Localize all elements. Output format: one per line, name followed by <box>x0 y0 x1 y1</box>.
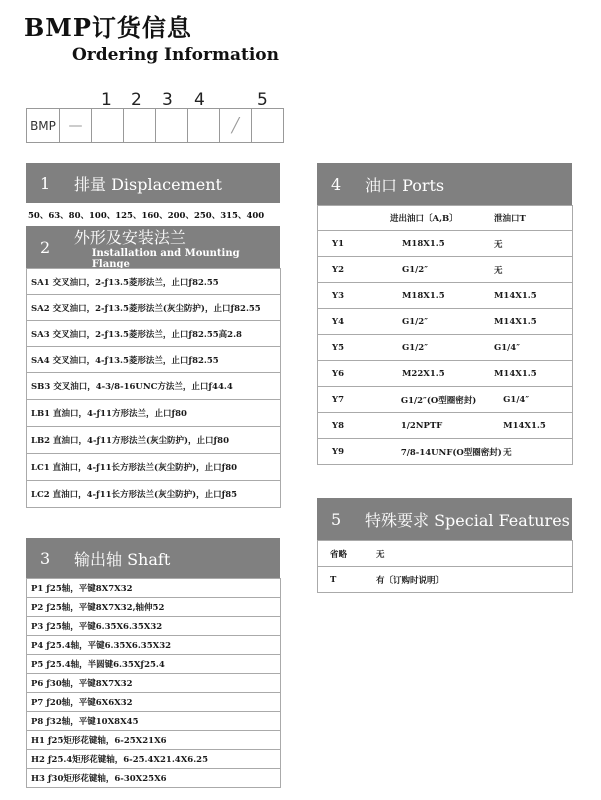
code-position-5: 5 <box>257 90 268 110</box>
list-item: H3 ƒ30矩形花键轴，6-30X25X6 <box>31 774 167 784</box>
table-row <box>318 283 572 309</box>
list-item: P2 ƒ25轴，平键8X7X32,轴伸52 <box>27 598 280 617</box>
code-cell-4 <box>188 108 220 143</box>
port-ab: 1/2NPTF <box>400 420 443 431</box>
list-item: P7 ƒ20轴，平键6X6X32 <box>27 693 280 712</box>
port-ab: G1/2″ <box>402 264 428 275</box>
section-subtitle: Installation and Mounting Flange <box>91 247 240 270</box>
code-position-2: 2 <box>131 90 142 110</box>
ports-table <box>317 205 573 465</box>
list-item: P3 ƒ25轴，平键6.35X6.35X32 <box>27 617 280 636</box>
list-item: LB1 直油口，4-ƒ11方形法兰，止口ƒ80 <box>27 400 280 427</box>
code-cell-3 <box>156 108 188 143</box>
table-row <box>318 413 572 439</box>
shaft-list <box>26 578 281 788</box>
table-row <box>318 567 572 592</box>
table-row <box>318 231 572 257</box>
section-title: 排量 Displacement <box>74 174 222 194</box>
page-subtitle: Ordering Information <box>72 45 279 65</box>
column-header-ab: 进出油口〔A,B〕 <box>390 214 458 224</box>
port-code: Y1 <box>332 238 344 249</box>
port-t: 无 <box>503 447 512 458</box>
list-item: SA2 交叉油口，2-ƒ13.5菱形法兰(灰尘防护)，止口ƒ82.55 <box>27 295 280 321</box>
section-number: 1 <box>40 173 51 193</box>
port-code: Y7 <box>332 394 344 405</box>
displacement-values: 50、63、80、100、125、160、200、250、315、400 <box>28 211 265 221</box>
special-code: 省略 <box>330 549 348 560</box>
special-table <box>317 540 573 593</box>
column-header-t: 泄油口T <box>494 214 526 224</box>
table-row <box>318 387 572 413</box>
table-row <box>318 361 572 387</box>
port-t: G1/4″ <box>503 394 530 405</box>
page-title: BMP订货信息 <box>24 13 192 42</box>
section-ports-header <box>317 163 572 205</box>
list-item: SA1 交叉油口，2-ƒ13.5菱形法兰，止口ƒ82.55 <box>27 269 280 295</box>
section-title: 外形及安装法兰 <box>73 227 186 247</box>
section-shaft-header <box>26 538 280 578</box>
special-desc: 无 <box>376 549 385 560</box>
port-code: Y4 <box>332 316 344 327</box>
table-row <box>318 439 572 464</box>
list-item: P4 ƒ25.4轴，平键6.35X6.35X32 <box>27 636 280 655</box>
section-special-header <box>317 498 572 540</box>
table-row <box>318 309 572 335</box>
section-flange-header <box>26 226 280 268</box>
list-item: SA4 交叉油口，4-ƒ13.5菱形法兰，止口ƒ82.55 <box>27 347 280 373</box>
port-code: Y6 <box>332 368 344 379</box>
section-number: 5 <box>331 509 342 529</box>
code-position-1: 1 <box>101 90 112 110</box>
list-item: P8 ƒ32轴，平键10X8X45 <box>27 712 280 731</box>
code-cell-1 <box>92 108 124 143</box>
port-code: Y8 <box>332 420 344 431</box>
code-cell-2 <box>124 108 156 143</box>
port-t: 无 <box>494 239 503 250</box>
port-ab: G1/2″ <box>402 316 428 327</box>
code-cell-slash: ╱ <box>220 108 252 143</box>
table-header-row <box>318 206 572 231</box>
port-code: Y2 <box>332 264 344 275</box>
table-row <box>318 541 572 567</box>
port-ab: 7/8-14UNF(O型圈密封) <box>400 447 502 458</box>
section-number: 3 <box>40 548 51 568</box>
list-item: H1 ƒ25矩形花键轴，6-25X21X6 <box>27 731 280 750</box>
list-item: SB3 交叉油口，4-3/8-16UNC方法兰，止口ƒ44.4 <box>27 373 280 400</box>
section-title: 油口 Ports <box>365 175 445 195</box>
section-title: 输出轴 Shaft <box>74 549 171 569</box>
code-cell-5 <box>252 108 284 143</box>
list-item: P1 ƒ25轴，平键8X7X32 <box>27 579 280 598</box>
section-number: 2 <box>40 237 51 257</box>
special-code: T <box>330 574 337 585</box>
port-t: 无 <box>494 265 503 276</box>
section-displacement-header <box>26 163 280 203</box>
port-code: Y9 <box>332 446 344 457</box>
port-ab: M22X1.5 <box>402 368 445 379</box>
list-item: P6 ƒ30轴，平键8X7X32 <box>27 674 280 693</box>
section-title: 特殊要求 Special Features <box>365 510 570 530</box>
port-t: M14X1.5 <box>503 420 546 431</box>
table-row <box>318 335 572 361</box>
port-ab: M18X1.5 <box>402 238 445 249</box>
port-t: M14X1.5 <box>494 316 537 327</box>
flange-list <box>26 268 281 508</box>
section-number: 4 <box>331 174 342 194</box>
port-t: G1/4″ <box>494 342 520 353</box>
port-t: M14X1.5 <box>494 368 537 379</box>
list-item: LC1 直油口，4-ƒ11长方形法兰(灰尘防护)，止口ƒ80 <box>27 454 280 481</box>
special-desc: 有〔订购时说明〕 <box>376 575 445 586</box>
list-item: LB2 直油口，4-ƒ11方形法兰(灰尘防护)，止口ƒ80 <box>27 427 280 454</box>
port-code: Y5 <box>332 342 344 353</box>
list-item: P5 ƒ25.4轴，半圆键6.35Xƒ25.4 <box>27 655 280 674</box>
port-ab: G1/2″ <box>402 342 428 353</box>
port-t: M14X1.5 <box>494 290 537 301</box>
order-code-boxes <box>26 108 284 143</box>
code-cell-prefix: BMP <box>26 108 60 143</box>
list-item: SA3 交叉油口，2-ƒ13.5菱形法兰，止口ƒ82.55高2.8 <box>27 321 280 347</box>
list-item: H2 ƒ25.4矩形花键轴，6-25.4X21.4X6.25 <box>27 750 280 769</box>
list-item: LC2 直油口，4-ƒ11长方形法兰(灰尘防护)，止口ƒ85 <box>31 490 238 500</box>
code-position-4: 4 <box>194 90 205 110</box>
port-code: Y3 <box>332 290 344 301</box>
code-cell-dash: — <box>60 108 92 143</box>
port-ab: M18X1.5 <box>402 290 445 301</box>
port-ab: G1/2″(O型圈密封) <box>400 395 477 406</box>
table-row <box>318 257 572 283</box>
code-position-3: 3 <box>162 90 173 110</box>
